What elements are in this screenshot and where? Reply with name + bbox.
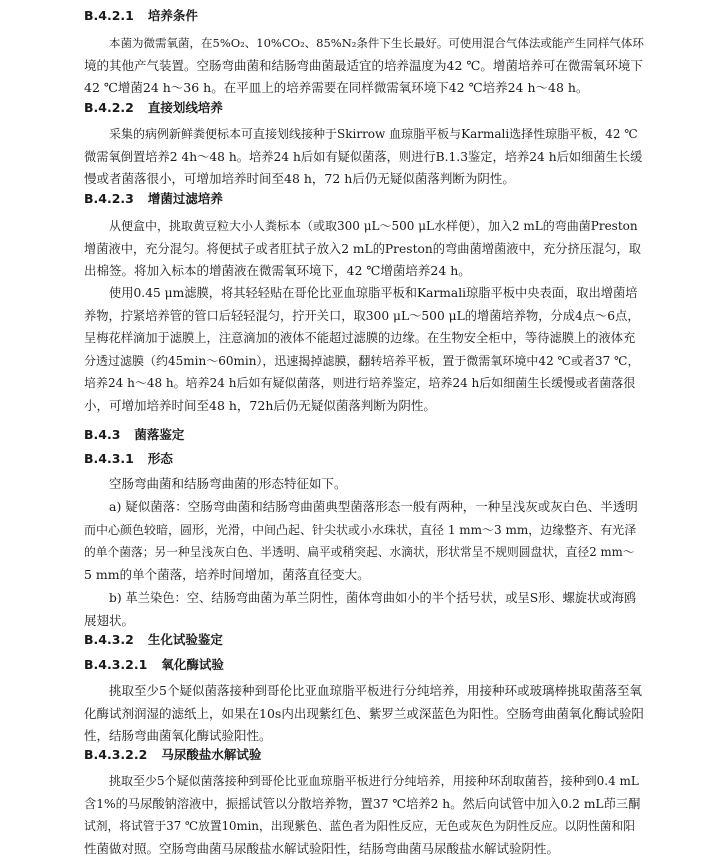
text-line: 采集的病例新鲜粪便标本可直接划线接种于Skirrow 血琼脂平板与Karmali选择性琼脂平板，42 ℃ <box>84 123 644 146</box>
paragraph-suspect-colony <box>84 496 644 586</box>
heading-title: 马尿酸盐水解试验 <box>161 747 261 762</box>
text-line: 增菌液中，充分混匀。将便拭子或者肛拭子放入2 mL的Preston的弯曲菌增菌液中，充分挤压混匀，取 <box>84 238 644 261</box>
heading-title: 形态 <box>148 451 173 466</box>
text-line: 42 ℃增菌24 h～36 h。在平皿上的培养需要在同样微需氧环境下42 ℃培养24 h～48 h。 <box>84 77 644 100</box>
text-line: 养物，拧紧培养管的管口后轻轻混匀，拧开关口，取300 μL～500 μL的增菌培养物，分成4点～6点， <box>84 305 644 328</box>
paragraph-filter-membrane <box>84 282 644 417</box>
text-line: 使用0.45 μm滤膜，将其轻轻贴在哥伦比亚血琼脂平板和Karmali琼脂平板中央表面，取出增菌培 <box>84 282 644 305</box>
text-line: 出棉签。将加入标本的增菌液在微需氧环境下，42 ℃增菌培养24 h。 <box>84 260 644 283</box>
text-line: 挑取至少5个疑似菌落接种到哥伦比亚血琼脂平板进行分纯培养，用接种环刮取菌苔，接种到0.4 mL <box>84 770 644 793</box>
text-line: 化酶试剂润湿的滤纸上，如果在10s内出现紫红色、紫罗兰或深蓝色为阳性。空肠弯曲菌氧化酶试验阳 <box>84 703 644 726</box>
heading-title: 增菌过滤培养 <box>148 191 223 206</box>
heading-b4-2-3 <box>84 191 223 207</box>
text-line: 含1%的马尿酸钠溶液中，振摇试管以分散培养物，置37 ℃培养2 h。然后向试管中加入0.2 mL茚三酮 <box>84 793 644 816</box>
paragraph-oxidase-test <box>84 680 644 748</box>
text-line: 小，可增加培养时间至48 h，72h后仍无疑似菌落判断为阴性。 <box>84 395 644 418</box>
paragraph-morphology-intro <box>84 473 644 496</box>
text-line: 性菌做对照。空肠弯曲菌马尿酸盐水解试验阳性，结肠弯曲菌马尿酸盐水解试验阴性。 <box>84 838 644 860</box>
heading-number: B.4.2.1 <box>84 8 134 24</box>
heading-b4-3-2-1 <box>84 657 224 673</box>
text-line: 试剂，将试管于37 ℃放置10min，出现紫色、蓝色者为阳性反应，无色或灰色为阴性反应。以阴性菌和阳 <box>84 815 644 838</box>
text-line: 微需氧倒置培养2 4h～48 h。培养24 h后如有疑似菌落，则进行B.1.3鉴定，培养24 h后如细菌生长缓 <box>84 146 644 169</box>
heading-title: 培养条件 <box>148 8 198 23</box>
heading-b4-3-2-2 <box>84 747 261 763</box>
text-line: 性，结肠弯曲菌氧化酶试验阳性。 <box>84 725 644 748</box>
heading-title: 生化试验鉴定 <box>148 632 223 647</box>
text-line: 分透过滤膜（约45min～60min），迅速揭掉滤膜，翻转培养平板，置于微需氧环境中42 ℃或者37 ℃， <box>84 350 644 373</box>
paragraph-enrichment-sample <box>84 215 644 283</box>
text-line: 5 mm的单个菌落，培养时间增加，菌落直径变大。 <box>84 564 644 587</box>
paragraph-culture-conditions <box>84 32 644 100</box>
heading-number: B.4.3.2 <box>84 632 134 648</box>
text-line: 的单个菌落；另一种呈浅灰白色、半透明、扁平或稍突起、水滴状，形状常呈不规则圆盘状，直径2 mm～ <box>84 541 644 564</box>
text-line: 展翅状。 <box>84 610 644 633</box>
text-line: b) 革兰染色：空、结肠弯曲菌为革兰阴性，菌体弯曲如小的半个括号状，或呈S形、螺旋状或海鸥 <box>84 587 644 610</box>
text-line: 慢或者菌落很小，可增加培养时间至48 h，72 h后仍无疑似菌落判断为阴性。 <box>84 168 644 191</box>
heading-number: B.4.3.1 <box>84 451 134 467</box>
text-line: a) 疑似菌落：空肠弯曲菌和结肠弯曲菌典型菌落形态一般有两种，一种呈浅灰或灰白色、半透明 <box>84 496 644 519</box>
text-line: 境的其他产气装置。空肠弯曲菌和结肠弯曲菌最适宜的培养温度为42 ℃。增菌培养可在微需氧环境下 <box>84 55 644 78</box>
heading-b4-3-1 <box>84 451 173 467</box>
text-line: 呈梅花样滴加于滤膜上，注意滴加的液体不能超过滤膜的边缘。在生物安全柜中，等待滤膜上的液体充 <box>84 327 644 350</box>
text-line: 挑取至少5个疑似菌落接种到哥伦比亚血琼脂平板进行分纯培养，用接种环或玻璃棒挑取菌落至氧 <box>84 680 644 703</box>
heading-b4-3-2 <box>84 632 223 648</box>
heading-number: B.4.2.2 <box>84 100 134 116</box>
heading-title: 氧化酶试验 <box>161 657 224 672</box>
paragraph-gram-stain <box>84 587 644 632</box>
heading-number: B.4.3 <box>84 427 120 443</box>
paragraph-hippurate-test <box>84 770 644 817</box>
heading-title: 直接划线培养 <box>148 100 223 115</box>
heading-b4-2-2 <box>84 100 223 116</box>
text-line: 从便盒中，挑取黄豆粒大小人粪标本（或取300 μL～500 μL水样便），加入2 mL的弯曲菌Preston <box>84 215 644 238</box>
text-line: 本菌为微需氧菌，在5%O₂、10%CO₂、85%N₂条件下生长最好。可使用混合气体法或能产生同样气体环 <box>84 32 644 55</box>
paragraph-direct-streak <box>84 123 644 191</box>
heading-number: B.4.3.2.2 <box>84 747 147 763</box>
heading-title: 菌落鉴定 <box>134 427 184 442</box>
text-line: 空肠弯曲菌和结肠弯曲菌的形态特征如下。 <box>84 473 644 496</box>
heading-b4-2-1 <box>84 8 198 24</box>
heading-number: B.4.2.3 <box>84 191 134 207</box>
text-line: 而中心颜色较暗，圆形，光滑，中间凸起、针尖状或小水珠状，直径 1 mm～3 mm，边缘整齐、有光泽 <box>84 519 644 542</box>
heading-number: B.4.3.2.1 <box>84 657 147 673</box>
heading-b4-3 <box>84 427 184 443</box>
text-line: 培养24 h～48 h。培养24 h后如有疑似菌落，则进行培养鉴定，培养24 h后如细菌生长缓慢或者菌落很 <box>84 372 644 395</box>
